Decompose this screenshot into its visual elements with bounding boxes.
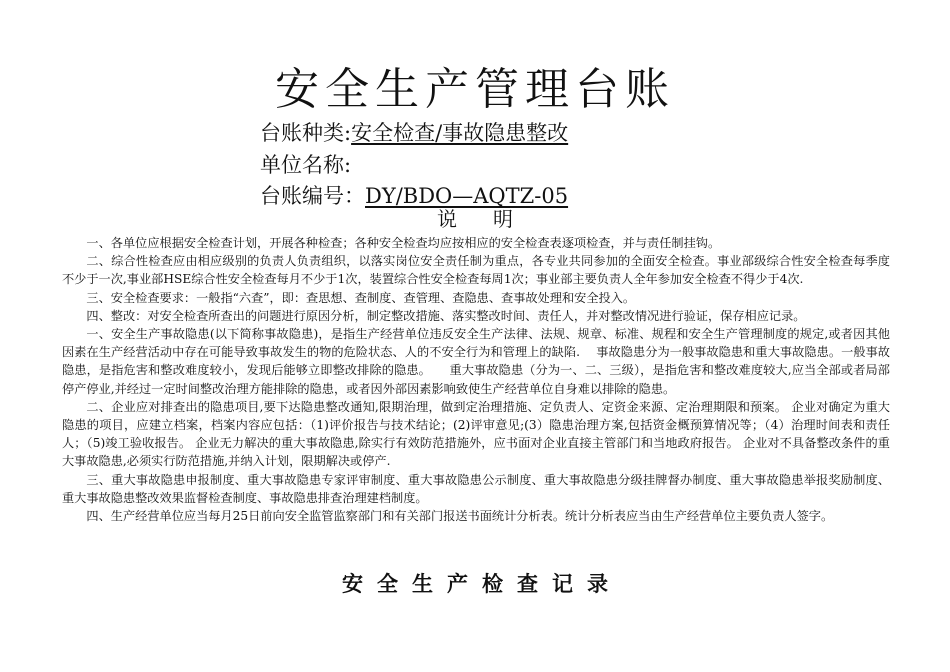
explanation-heading: 说明	[437, 207, 549, 231]
unit-name-line	[260, 150, 860, 180]
paragraph: 三、重大事故隐患申报制度、重大事故隐患专家评审制度、重大事故隐患公示制度、重大事故隐患分级挂牌督办制度、重大事故隐患举报奖励制度、重大事故隐患整改效果监督检查制度、事故隐患排查治理建档制度。	[62, 472, 890, 505]
paragraph: 四、整改：对安全检查所查出的问题进行原因分析，制定整改措施、落实整改时间、责任人，并对整改情况进行验证，保存相应记录。	[86, 308, 806, 323]
ledger-type-label: 台账种类:	[260, 121, 352, 145]
page-title: 安全生产管理台账	[275, 64, 675, 115]
paragraph: 三、安全检查要求：一般指“六查”，即：查思想、查制度、查管理、查隐患、查事故处理和安全投入。	[86, 290, 636, 305]
explanation-body	[62, 234, 890, 525]
paragraph: 二、企业应对排查出的隐患项目,要下达隐患整改通知,限期治理，做到定治理措施、定负责人、定资金来源、定治理期限和预案。 企业对确定为重大隐患的项目，应建立档案，档案内容应包括：（1)评价报告与技术结论；(2)评审意见;(3）隐患治理方案,包括资金概预算情况等；（4）治理时间表和责任人；（5)竣工验收报告。 企业无力解决的重大事故隐患,除实行有效防范措施外，应书面对企业直接主管部门和当地政府报告。 企业对不具备整改条件的重大事故隐患,必须实行防范措施,并纳入计划，限期解决或停产.	[62, 399, 890, 469]
paragraph: 四、生产经营单位应当每月25日前向安全监管监察部门和有关部门报送书面统计分析表。统计分析表应当由生产经营单位主要负责人签字。	[86, 509, 834, 524]
ledger-type-line	[260, 118, 860, 148]
paragraph: 一、安全生产事故隐患(以下简称事故隐患)，是指生产经营单位违反安全生产法律、法规、规章、标准、规程和安全生产管理制度的规定,或者因其他因素在生产经营活动中存在可能导致事故发生的物的危险状态、人的不安全行为和管理上的缺陷. 事故隐患分为一般事故隐患和重大事故隐患。一般事故隐患，是指危害和整改难度较小，发现后能够立即整改排除的隐患。 重大事故隐患（分为一、二、三级），是指危害和整改难度较大,应当全部或者局部停产停业,并经过一定时间整改治理方能排除的隐患，或者因外部因素影响致使生产经营单位自身难以排除的隐患。	[62, 327, 890, 396]
ledger-number-value: DY/BDO—AQTZ-05	[365, 184, 569, 208]
inspection-record-heading: 安全生产检查记录	[342, 572, 622, 596]
ledger-type-value: 安全检查/事故隐患整改	[351, 121, 569, 145]
unit-name-label: 单位名称:	[260, 153, 352, 177]
paragraph: 二、综合性检查应由相应级别的负责人负责组织，以落实岗位安全责任制为重点，各专业共同参加的全面安全检查。事业部级综合性安全检查每季度不少于一次,事业部HSE综合性安全检查每月不少于1次，装置综合性安全检查每周1次；事业部主要负责人全年参加安全检查不得少于4次.	[62, 254, 890, 287]
ledger-number-label: 台账编号：	[260, 184, 365, 208]
paragraph: 一、各单位应根据安全检查计划，开展各种检查；各种安全检查均应按相应的安全检查表逐项检查，并与责任制挂钩。	[86, 236, 721, 250]
